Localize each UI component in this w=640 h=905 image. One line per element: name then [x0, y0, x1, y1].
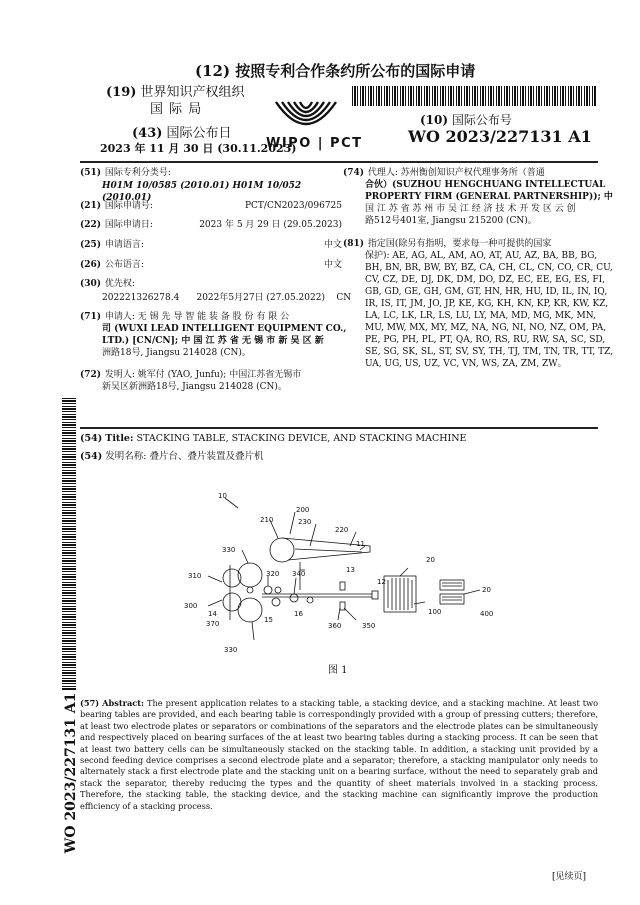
designated-states-line: LA, LC, LK, LR, LS, LU, LY, MA, MD, MG, MK, MN,: [365, 311, 596, 321]
designated-states-heading: 指定国(除另有指明，要求每一种可提供的国家: [367, 239, 552, 249]
f71-code: (71): [80, 312, 102, 322]
applicant-line-1: 申请人: 无 锡 先 导 智 能 装 备 股 份 有 限 公: [104, 312, 290, 322]
f54-code: (54): [80, 433, 103, 444]
agent-line-2: 合伙）(SUZHOU HENGCHUANG INTELLECTUAL: [365, 180, 606, 190]
fig-label-220: 220: [335, 526, 349, 534]
biblio-divider: [80, 427, 598, 429]
fig-label-13: 13: [346, 566, 355, 574]
applicant-line-4: 洲路18号, Jiangsu 214028 (CN)。: [102, 348, 251, 358]
pub-no-label-row: [420, 112, 512, 128]
abstract-text: The present application relates to a stacking table, a stacking device, and a stacking machine. At least two bearing tables are provided, and each bearing table is correspondingly provided with a group of pressing cutters; therefore, at least two electrode plates or separators or combinations of the separators and the electrode plates can be simultaneously and respectively placed on bearing surfaces of the at least two bearing tables during a stacking process. It can be seen that at least two battery cells can be simultaneously stacked on the stacking table. In addition, a stacking unit provided by a second feeding device comprises a second electrode plate and a separator; therefore, a stacking manipulator only needs to alternately stack a first electrode plate and the stacking unit on a bearing surface, without the need to separately grab and stack the separator, thereby reducing the types and the quantity of sheet materials involved in a stacking process. Therefore, the stacking table, the stacking device, and the stacking machine can significantly improve the production efficiency of a stacking process.: [80, 698, 599, 811]
inventor-line-1: 发明人: 姚军付 (YAO, Junfu); 中国江苏省无锡市: [104, 370, 302, 380]
f54-code-cn: (54): [80, 451, 103, 462]
ipc-classification: H01M 10/0585 (2010.01) H01M 10/052 (2010.01): [102, 181, 302, 203]
title-cn-row: [80, 451, 264, 463]
f30-code: (30): [80, 279, 102, 289]
designated-states-list: [365, 250, 614, 370]
fig-label-330-bottom: 330: [224, 646, 238, 654]
fig-label-11: 11: [356, 540, 365, 548]
title-cn: 叠片台、叠片装置及叠片机: [149, 451, 264, 462]
abstract: [80, 698, 598, 812]
filing-language: 中文: [323, 240, 342, 250]
pub-date: 2023 年 11 月 30 日 (30.11.2023): [100, 142, 297, 155]
pub-date-label: 国际公布日: [166, 126, 232, 141]
pub-no-label: 国际公布号: [451, 113, 512, 127]
header-divider: [80, 161, 598, 163]
fig-label-10: 10: [218, 492, 227, 500]
publication-language: 中文: [323, 260, 342, 270]
designated-states-line: BH, BN, BR, BW, BY, BZ, CA, CH, CL, CN, CO, CR, CU,: [365, 263, 613, 273]
designated-states-line: PE, PG, PH, PL, PT, QA, RO, RS, RU, RW, SA, SC, SD,: [365, 335, 606, 345]
org-name: 世界知识产权组织: [140, 85, 245, 100]
designated-states-line: SE, SG, SK, SL, ST, SV, SY, TH, TJ, TM, TN, TR, TT, TZ,: [365, 347, 614, 357]
fig-label-12: 12: [377, 578, 386, 586]
fig-label-210: 210: [260, 516, 274, 524]
org-sub: 国 际 局: [150, 102, 203, 117]
fig-label-100: 100: [428, 608, 442, 616]
pub-number: WO 2023/227131 A1: [408, 127, 592, 146]
fig-label-400: 400: [480, 610, 494, 618]
title-cn-label: 发明名称:: [105, 451, 147, 462]
agent-line-1: 代理人: 苏州衡创知识产权代理事务所（普通: [367, 168, 545, 178]
f51-label: 国际专利分类号:: [104, 168, 171, 178]
fig-label-300: 300: [184, 602, 198, 610]
title-en-label: Title:: [105, 433, 134, 444]
title-en: STACKING TABLE, STACKING DEVICE, AND STACKING MACHINE: [136, 433, 467, 444]
f74-code: (74): [343, 168, 365, 178]
pub-date-label-row: [132, 126, 232, 142]
agent-line-5: 路512号401室, Jiangsu 215200 (CN)。: [365, 216, 537, 226]
fig-label-320: 320: [266, 570, 280, 578]
application-number: PCT/CN2023/096725: [244, 201, 342, 211]
agent-line-4: 国 江 苏 省 苏 州 市 吴 江 经 济 技 术 开 发 区 云 创: [365, 204, 576, 214]
fig-label-20-a: 20: [426, 556, 435, 564]
filing-date: 2023 年 5 月 29 日 (29.05.2023): [199, 220, 342, 230]
fig-label-360: 360: [328, 622, 342, 630]
inventor-line-2: 新吴区新洲路18号, Jiangsu 214028 (CN)。: [102, 382, 287, 392]
fig-label-14: 14: [208, 610, 217, 618]
f51-code: (51): [80, 168, 102, 178]
designated-states-line: GB, GD, GE, GH, GM, GT, HN, HR, HU, ID, IL, IN, IQ,: [365, 287, 608, 297]
continued-note: [见续页]: [552, 872, 587, 882]
f26-code: (26): [80, 260, 102, 270]
f25-label: 申请语言:: [104, 240, 144, 250]
applicant-line-2: 司 (WUXI LEAD INTELLIGENT EQUIPMENT CO.,: [102, 324, 347, 334]
pub-no-code: (10): [420, 113, 449, 127]
designated-states-line: UA, UG, US, UZ, VC, VN, WS, ZA, ZM, ZW。: [365, 359, 567, 369]
title-en-row: [80, 433, 467, 445]
fig-label-15: 15: [264, 616, 273, 624]
designated-states-line: IR, IS, IT, JM, JO, JP, KE, KG, KH, KN, KP, KR, KW, KZ,: [365, 299, 609, 309]
fig-label-350: 350: [362, 622, 376, 630]
side-pub-number: WO 2023/227131 A1: [63, 692, 79, 854]
abstract-code: (57): [80, 698, 100, 708]
f21-label: 国际申请号:: [104, 201, 153, 211]
patent-figure: [170, 490, 510, 660]
top-barcode: [352, 86, 596, 106]
agent-line-3: PROPERTY FIRM (GENERAL PARTNERSHIP)); 中: [365, 192, 613, 202]
fig-label-20-b: 20: [482, 586, 491, 594]
abstract-label: Abstract:: [102, 698, 145, 708]
designated-states-line: 保护): AE, AG, AL, AM, AO, AT, AU, AZ, BA, BB, BG,: [365, 251, 597, 261]
figure-caption: 图 1: [328, 665, 348, 676]
f72-code: (72): [80, 370, 102, 380]
fig-label-330-top: 330: [222, 546, 236, 554]
wipo-pct-text: WIPO | PCT: [266, 136, 363, 151]
f26-label: 公布语言:: [104, 260, 144, 270]
fig-label-16: 16: [294, 610, 303, 618]
fig-label-200: 200: [296, 506, 310, 514]
f81-code: (81): [343, 239, 365, 249]
fig-label-230: 230: [298, 518, 312, 526]
fig-label-310: 310: [188, 572, 202, 580]
org-code: (19): [106, 85, 137, 100]
fig-label-370: 370: [206, 620, 220, 628]
f21-code: (21): [80, 201, 102, 211]
designated-states-line: CV, CZ, DE, DJ, DK, DM, DO, DZ, EC, EE, EG, ES, FI,: [365, 275, 606, 285]
fig-label-340: 340: [292, 570, 306, 578]
f25-code: (25): [80, 240, 102, 250]
org-block: [106, 85, 245, 101]
f30-label: 优先权:: [104, 279, 135, 289]
pub-date-code: (43): [132, 126, 163, 141]
document-title: (12) 按照专利合作条约所公布的国际申请: [195, 62, 476, 80]
applicant-line-3: LTD.) [CN/CN]; 中 国 江 苏 省 无 锡 市 新 吴 区 新: [102, 336, 324, 346]
priority-data: 202221326278.4 2022年5月27日 (27.05.2022) CN: [102, 293, 352, 303]
designated-states-line: MU, MW, MX, MY, MZ, NA, NG, NI, NO, NZ, OM, PA,: [365, 323, 607, 333]
side-barcode: [62, 398, 76, 690]
f22-code: (22): [80, 220, 102, 230]
f22-label: 国际申请日:: [104, 220, 153, 230]
